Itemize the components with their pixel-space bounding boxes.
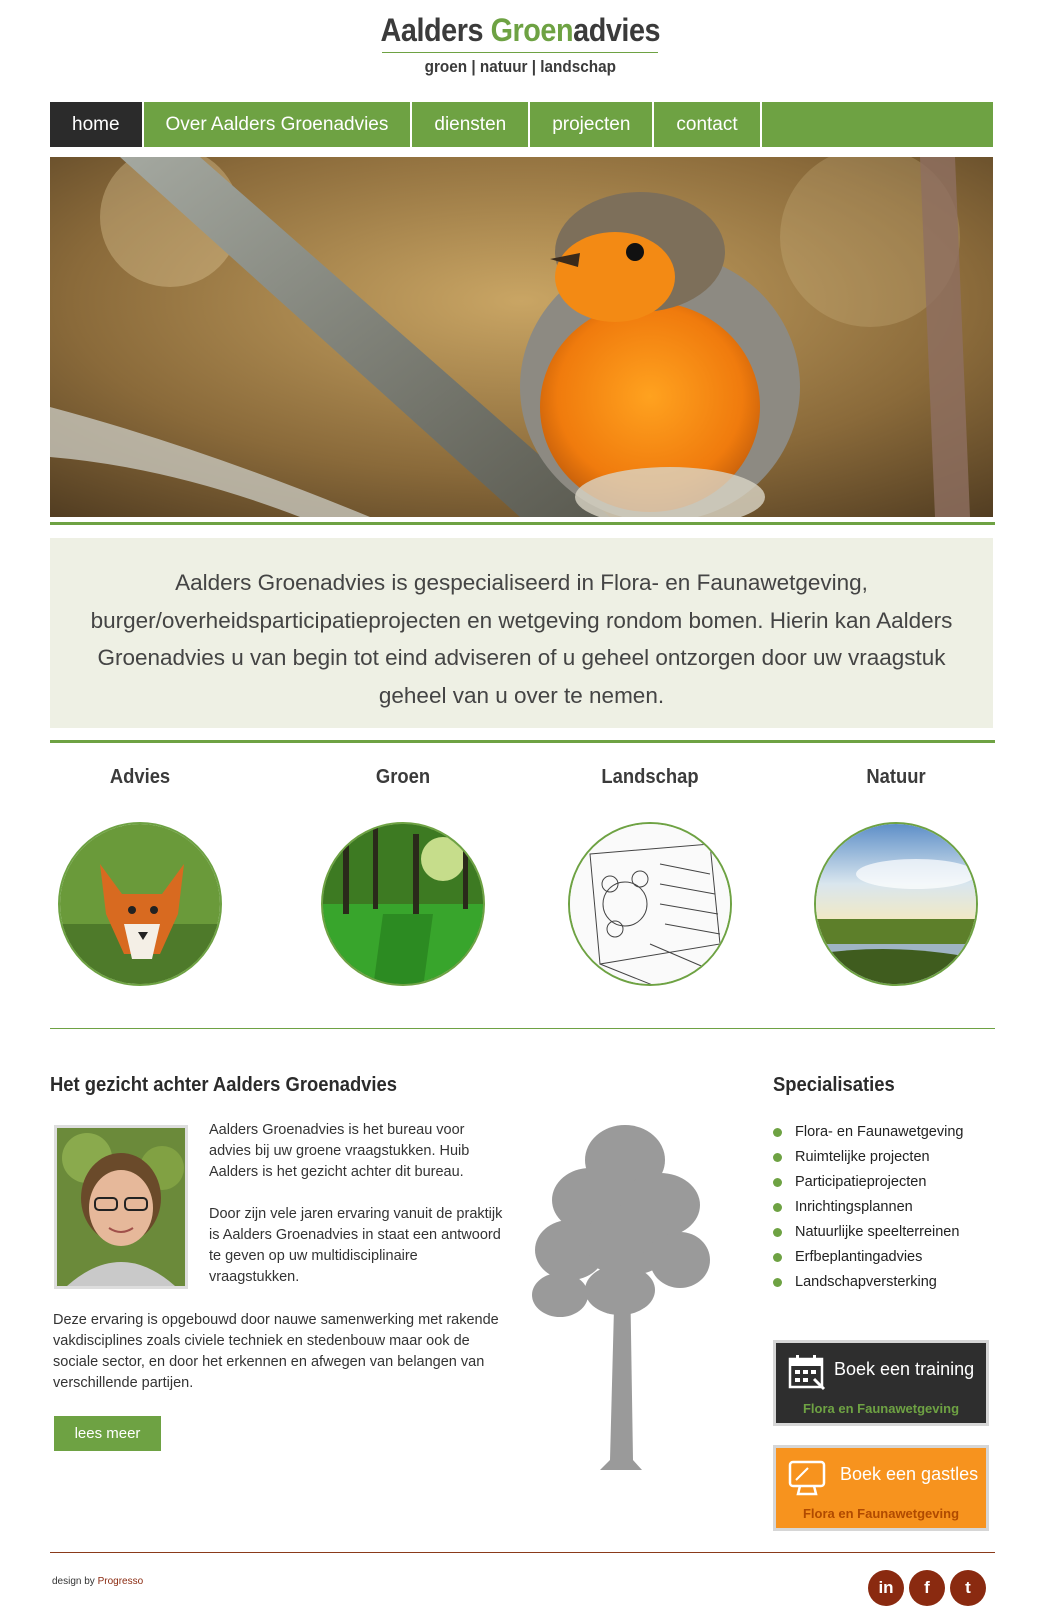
nav-filler — [762, 102, 993, 147]
forest-image[interactable] — [321, 822, 485, 986]
monitor-icon — [786, 1458, 828, 1500]
category-title: Groen — [375, 766, 431, 788]
specialisaties-heading: Specialisaties — [773, 1074, 895, 1096]
book-training-sub: Flora en Faunawetgeving — [802, 1401, 960, 1416]
main-nav — [50, 102, 993, 147]
specialisaties-list — [773, 1120, 963, 1295]
nav-contact[interactable]: contact — [654, 102, 761, 147]
about-paragraph-2: Door zijn vele jaren ervaring vanuit de praktijk is Aalders Groenadvies in staat een antwoord te geven op uw multidisciplinaire vraagstukken. — [209, 1206, 503, 1285]
intro-divider — [50, 740, 995, 743]
book-gastles-button[interactable] — [773, 1445, 989, 1531]
read-more-button[interactable]: lees meer — [54, 1416, 161, 1451]
list-item: Flora- en Faunawetgeving — [773, 1120, 963, 1145]
tree-illustration — [530, 1120, 715, 1475]
nav-projecten[interactable]: projecten — [530, 102, 654, 147]
nav-diensten[interactable]: diensten — [412, 102, 530, 147]
about-paragraph-3: Deze ervaring is opgebouwd door nauwe samenwerking met rakende vakdisciplines zoals civiele techniek en stedenbouw maar ook de sociale sector, en door het erkennen en afwegen van belangen van verschillende partijen. — [53, 1312, 499, 1391]
category-title: Natuur — [866, 766, 926, 788]
footer-divider — [50, 1552, 995, 1553]
about-paragraph-1: Aalders Groenadvies is het bureau voor advies bij uw groene vraagstukken. Huib Aalders is het gezicht achter dit bureau. — [209, 1122, 470, 1180]
linkedin-icon[interactable]: in — [868, 1570, 904, 1606]
facebook-icon[interactable]: f — [909, 1570, 945, 1606]
fox-image[interactable] — [58, 822, 222, 986]
landscape-image[interactable] — [814, 822, 978, 986]
nav-over[interactable]: Over Aalders Groenadvies — [144, 102, 413, 147]
book-training-label: Boek een training — [834, 1359, 975, 1379]
list-item: Landschapversterking — [773, 1270, 963, 1295]
about-heading: Het gezicht achter Aalders Groenadvies — [50, 1074, 397, 1096]
site-logo[interactable] — [0, 12, 1040, 77]
list-item: Natuurlijke speelterreinen — [773, 1220, 963, 1245]
category-title: Advies — [109, 766, 171, 788]
category-title: Landschap — [601, 766, 699, 788]
progresso-link[interactable]: Progresso — [97, 1576, 144, 1587]
logo-tagline: groen | natuur | landschap — [424, 57, 616, 76]
calendar-icon — [786, 1353, 828, 1395]
section-divider — [50, 1028, 995, 1029]
list-item: Participatieprojecten — [773, 1170, 963, 1195]
category-groen[interactable] — [313, 766, 493, 986]
hero-divider — [50, 522, 995, 525]
hero-robin-image — [50, 157, 993, 517]
book-training-button[interactable] — [773, 1340, 989, 1426]
logo-title: Aalders Groenadvies — [380, 12, 660, 48]
book-gastles-sub: Flora en Faunawetgeving — [802, 1506, 960, 1521]
logo-divider — [382, 52, 658, 53]
category-landschap[interactable] — [560, 766, 740, 986]
nav-home[interactable]: home — [50, 102, 144, 147]
twitter-icon[interactable]: t — [950, 1570, 986, 1606]
intro-text: Aalders Groenadvies is gespecialiseerd in Flora- en Faunawetgeving, burger/overheidsparticipatieprojecten en wetgeving rondom bomen. Hierin kan Aalders Groenadvies u van begin tot eind adviseren of u geheel ontzorgen door uw vraagstuk geheel van u over te nemen. — [50, 538, 993, 728]
list-item: Erfbeplantingadvies — [773, 1245, 963, 1270]
footer-credit: design by Progresso — [52, 1576, 144, 1587]
category-advies[interactable] — [50, 766, 230, 986]
category-natuur[interactable] — [806, 766, 986, 986]
book-gastles-label: Boek een gastles — [840, 1464, 979, 1484]
list-item: Inrichtingsplannen — [773, 1195, 963, 1220]
portrait-photo — [54, 1125, 188, 1289]
list-item: Ruimtelijke projecten — [773, 1145, 963, 1170]
map-plan-image[interactable] — [568, 822, 732, 986]
